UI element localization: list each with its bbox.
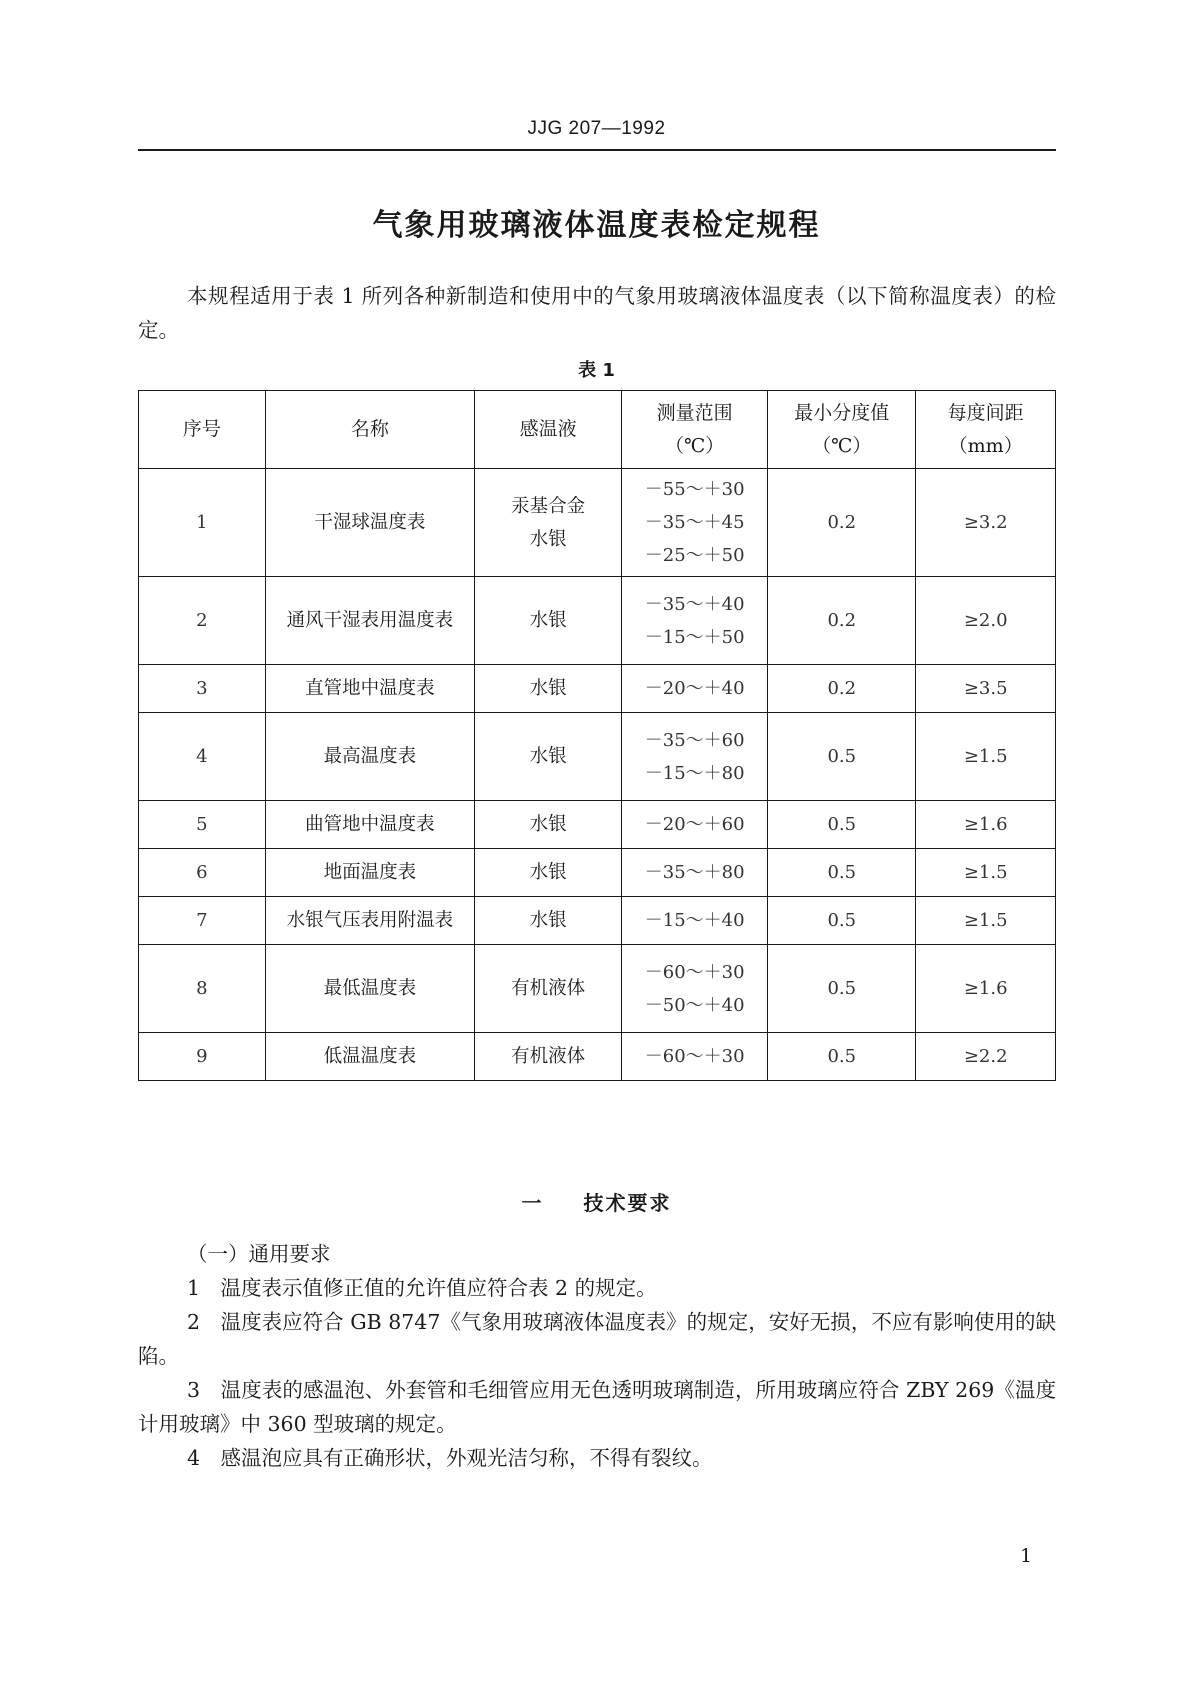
table-row: [139, 665, 1056, 713]
row-number: 1: [196, 512, 208, 533]
cell-range: [622, 897, 768, 945]
body-item: 4 感温泡应具有正确形状，外观光洁匀称，不得有裂纹。: [187, 1446, 713, 1470]
measuring-range: －35～＋45: [644, 512, 745, 533]
table-caption: 表 1: [578, 360, 615, 381]
min-division: 0.2: [827, 512, 857, 533]
cell-division: [768, 665, 916, 713]
col-header-spacing-line: 每度间距: [947, 401, 1024, 424]
cell-division: [768, 849, 916, 897]
degree-spacing: ≥1.6: [963, 978, 1008, 999]
col-header-spacing-unit: （mm）: [948, 434, 1023, 457]
measuring-range: －20～＋60: [644, 814, 745, 835]
cell-range: [622, 469, 768, 577]
measuring-range: －25～＋50: [644, 545, 745, 566]
table-row: [139, 469, 1056, 577]
degree-spacing: ≥2.2: [963, 1046, 1008, 1067]
measuring-range: －35～＋60: [644, 729, 745, 751]
table-row: [139, 945, 1056, 1033]
sensing-liquid: 水银: [529, 746, 567, 767]
col-header-spacing: [916, 391, 1056, 469]
degree-spacing: ≥2.0: [963, 610, 1008, 631]
cell-liquid: [475, 665, 622, 713]
spec-table: [138, 390, 1056, 1081]
sensing-liquid: 汞基合金: [511, 495, 586, 517]
cell-name: [265, 713, 474, 801]
table-row: [139, 849, 1056, 897]
instrument-name: 最高温度表: [323, 746, 417, 767]
sensing-liquid: 水银: [529, 678, 567, 699]
cell-liquid: [475, 897, 622, 945]
col-header-range-unit: （℃）: [665, 434, 725, 457]
sensing-liquid: 水银: [529, 862, 567, 883]
min-division: 0.5: [827, 862, 857, 883]
subsection-heading: （一）通用要求: [187, 1242, 331, 1266]
degree-spacing: ≥3.5: [963, 678, 1008, 699]
cell-spacing: [916, 469, 1056, 577]
cell-liquid: [475, 801, 622, 849]
cell-liquid: [475, 469, 622, 577]
col-header-no: 序号: [139, 391, 266, 469]
cell-spacing: [916, 897, 1056, 945]
row-number: 8: [196, 978, 208, 999]
instrument-name: 最低温度表: [323, 978, 417, 999]
min-division: 0.2: [827, 678, 857, 699]
instrument-name: 曲管地中温度表: [305, 814, 435, 835]
degree-spacing: ≥1.5: [963, 746, 1008, 767]
row-number: 3: [196, 678, 208, 699]
instrument-name: 水银气压表用附温表: [286, 910, 454, 931]
table-row: [139, 801, 1056, 849]
running-header: JJG 207—1992: [527, 118, 666, 139]
row-number: 2: [196, 610, 208, 631]
cell-division: [768, 897, 916, 945]
min-division: 0.2: [827, 610, 857, 631]
cell-spacing: [916, 1033, 1056, 1081]
col-header-name: 名称: [265, 391, 474, 469]
cell-liquid: [475, 945, 622, 1033]
table-row: [139, 713, 1056, 801]
sensing-liquid: 水银: [529, 528, 567, 550]
cell-no: [139, 801, 266, 849]
cell-range: [622, 665, 768, 713]
degree-spacing: ≥3.2: [963, 512, 1008, 533]
section-number: 一: [521, 1191, 544, 1215]
cell-division: [768, 713, 916, 801]
row-number: 6: [196, 862, 208, 883]
cell-name: [265, 1033, 474, 1081]
measuring-range: －60～＋30: [644, 1046, 745, 1067]
cell-spacing: [916, 945, 1056, 1033]
measuring-range: －15～＋80: [644, 762, 745, 784]
table-header-row: [139, 391, 1056, 469]
cell-no: [139, 897, 266, 945]
cell-division: [768, 469, 916, 577]
section-title: 技术要求: [583, 1191, 672, 1215]
cell-no: [139, 945, 266, 1033]
measuring-range: －20～＋40: [644, 678, 745, 699]
measuring-range: －35～＋40: [644, 593, 745, 615]
col-header-division-unit: （℃）: [812, 434, 872, 457]
min-division: 0.5: [827, 978, 857, 999]
col-header-liquid: 感温液: [475, 391, 622, 469]
degree-spacing: ≥1.5: [963, 862, 1008, 883]
degree-spacing: ≥1.5: [963, 910, 1008, 931]
cell-range: [622, 945, 768, 1033]
cell-spacing: [916, 849, 1056, 897]
instrument-name: 干湿球温度表: [314, 512, 426, 533]
measuring-range: －60～＋30: [644, 961, 745, 983]
cell-spacing: [916, 665, 1056, 713]
instrument-name: 低温温度表: [323, 1046, 417, 1067]
body-item: 1 温度表示值修正值的允许值应符合表 2 的规定。: [187, 1276, 657, 1300]
measuring-range: －15～＋40: [644, 910, 745, 931]
instrument-name: 直管地中温度表: [305, 678, 435, 699]
min-division: 0.5: [827, 1046, 857, 1067]
cell-range: [622, 849, 768, 897]
cell-division: [768, 577, 916, 665]
cell-name: [265, 849, 474, 897]
sensing-liquid: 有机液体: [511, 978, 586, 999]
cell-no: [139, 713, 266, 801]
table-row: [139, 1033, 1056, 1081]
instrument-name: 地面温度表: [323, 862, 417, 883]
cell-name: [265, 665, 474, 713]
cell-range: [622, 577, 768, 665]
cell-liquid: [475, 713, 622, 801]
body-text: [138, 1237, 1056, 1475]
document-title: 气象用玻璃液体温度表检定规程: [372, 208, 821, 243]
body-item: 3 温度表的感温泡、外套管和毛细管应用无色透明玻璃制造，所用玻璃应符合 ZBY 269《温度计用玻璃》中 360 型玻璃的规定。: [138, 1378, 1056, 1436]
cell-no: [139, 469, 266, 577]
row-number: 7: [196, 910, 208, 931]
cell-name: [265, 897, 474, 945]
cell-no: [139, 577, 266, 665]
cell-spacing: [916, 801, 1056, 849]
sensing-liquid: 水银: [529, 610, 567, 631]
cell-liquid: [475, 849, 622, 897]
min-division: 0.5: [827, 746, 857, 767]
row-number: 5: [196, 814, 208, 835]
section-heading: [138, 1187, 1055, 1216]
cell-no: [139, 1033, 266, 1081]
cell-spacing: [916, 713, 1056, 801]
sensing-liquid: 水银: [529, 910, 567, 931]
sensing-liquid: 水银: [529, 814, 567, 835]
cell-spacing: [916, 577, 1056, 665]
cell-division: [768, 1033, 916, 1081]
cell-name: [265, 801, 474, 849]
degree-spacing: ≥1.6: [963, 814, 1008, 835]
cell-liquid: [475, 1033, 622, 1081]
body-item: 2 温度表应符合 GB 8747《气象用玻璃液体温度表》的规定，安好无损，不应有影响使用的缺陷。: [138, 1310, 1056, 1368]
measuring-range: －55～＋30: [644, 479, 745, 500]
cell-range: [622, 801, 768, 849]
cell-name: [265, 577, 474, 665]
cell-no: [139, 665, 266, 713]
cell-liquid: [475, 577, 622, 665]
cell-division: [768, 801, 916, 849]
cell-range: [622, 713, 768, 801]
col-header-range: [622, 391, 768, 469]
col-header-division: [768, 391, 916, 469]
row-number: 4: [196, 746, 208, 767]
col-header-division-line: 最小分度值: [794, 401, 890, 424]
intro-paragraph: 本规程适用于表 1 所列各种新制造和使用中的气象用玻璃液体温度表（以下简称温度表）的检定。: [138, 284, 1056, 342]
table-row: [139, 897, 1056, 945]
cell-name: [265, 469, 474, 577]
instrument-name: 通风干湿表用温度表: [286, 610, 454, 631]
cell-division: [768, 945, 916, 1033]
page-number: 1: [1020, 1545, 1033, 1567]
table-row: [139, 577, 1056, 665]
sensing-liquid: 有机液体: [511, 1046, 586, 1067]
measuring-range: －35～＋80: [644, 862, 745, 883]
cell-name: [265, 945, 474, 1033]
cell-no: [139, 849, 266, 897]
measuring-range: －15～＋50: [644, 626, 745, 648]
row-number: 9: [196, 1046, 208, 1067]
header-rule: [138, 149, 1056, 151]
measuring-range: －50～＋40: [644, 994, 745, 1016]
col-header-range-line: 测量范围: [656, 401, 733, 424]
min-division: 0.5: [827, 814, 857, 835]
cell-range: [622, 1033, 768, 1081]
table-body: [139, 469, 1056, 1081]
min-division: 0.5: [827, 910, 857, 931]
